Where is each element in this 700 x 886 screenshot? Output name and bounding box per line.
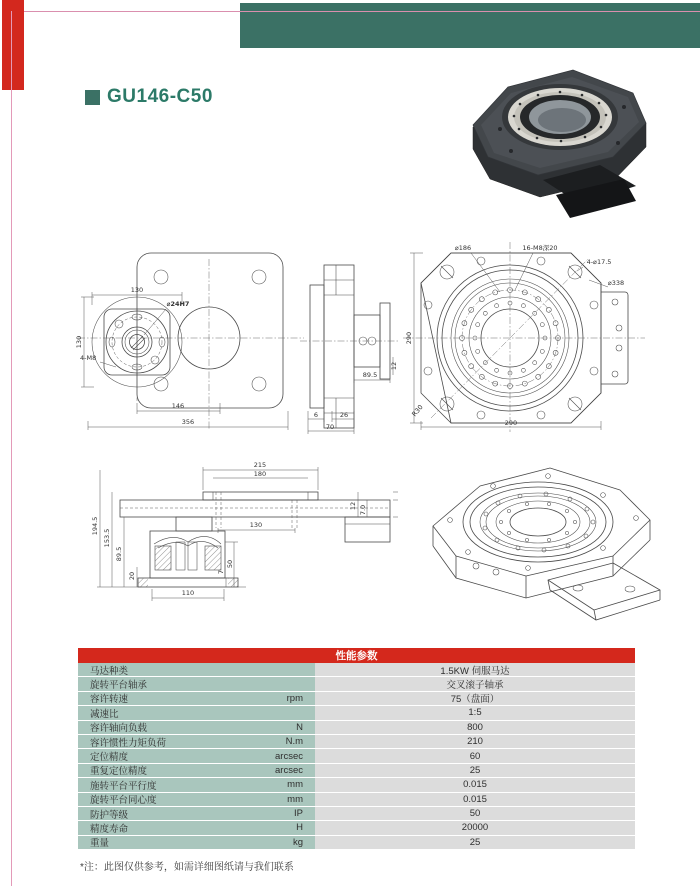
row-label: 减速比	[90, 708, 119, 720]
dim-overall: 356	[181, 418, 195, 426]
table-row	[78, 793, 635, 807]
table-row	[78, 764, 635, 778]
table-row	[78, 663, 635, 677]
dim-height: 290	[405, 331, 413, 345]
table-row	[78, 821, 635, 835]
dim-top-width: 215	[253, 461, 267, 469]
row-unit: N.m	[285, 736, 303, 748]
dim-width: 290	[504, 419, 518, 427]
dim-total-height: 194.5	[91, 516, 99, 536]
row-label: 防护等级	[90, 809, 129, 821]
row-value: 60	[315, 749, 635, 762]
table-row	[78, 706, 635, 720]
table-row	[78, 836, 635, 850]
table-title: 性能参数	[78, 648, 635, 663]
dim-rim-thickness: 12	[349, 501, 357, 511]
row-label: 马达种类	[90, 665, 129, 677]
table-row	[78, 721, 635, 735]
dim-motor-width: 110	[181, 589, 195, 597]
row-value: 交叉滚子轴承	[315, 677, 635, 690]
row-label: 容许惯性力矩负荷	[90, 737, 167, 749]
row-label: 精度寿命	[90, 824, 129, 835]
dim-radius: R30	[410, 403, 425, 419]
row-unit: IP	[294, 808, 303, 820]
dim-motor-diameter: 50	[226, 559, 234, 569]
top-view-drawing	[403, 240, 683, 435]
row-value: 1.5KW 伺服马达	[315, 663, 635, 676]
row-unit: kg	[292, 836, 303, 848]
product-photo	[448, 55, 653, 205]
table-row	[78, 749, 635, 763]
section-view-drawing	[88, 458, 403, 628]
row-label: 旋转平台轴承	[90, 680, 148, 692]
table-row	[78, 677, 635, 691]
pink-horizontal-rule	[24, 11, 700, 12]
row-unit: H	[296, 822, 303, 834]
table-row	[78, 735, 635, 749]
row-value: 210	[315, 735, 635, 748]
dim-step: 6	[313, 411, 319, 419]
row-value: 50	[315, 807, 635, 820]
pink-vertical-rule	[11, 11, 12, 886]
dim-diagonal: ⌀338	[607, 279, 625, 287]
dim-depth: 70	[325, 423, 335, 431]
dim-mid-height: 153.5	[103, 528, 111, 548]
row-value: 0.015	[315, 778, 635, 791]
dim-hub: 26	[339, 411, 349, 419]
dim-rim-width: 180	[253, 470, 267, 478]
row-value: 1:5	[315, 706, 635, 719]
red-accent-bar	[2, 0, 24, 90]
dim-cap-thickness: 12	[390, 361, 398, 371]
dim-base-thickness: 7	[217, 569, 225, 575]
side-view-drawing	[300, 253, 400, 443]
row-unit: N	[296, 721, 303, 733]
dim-bolt-span: 130	[249, 521, 263, 529]
dim-bore-note: ⌀24H7	[166, 300, 190, 308]
row-value: 800	[315, 721, 635, 734]
title-square-icon	[85, 90, 100, 105]
row-value: 75（盘面）	[315, 692, 635, 705]
dim-plate-thickness: 7.0	[359, 504, 367, 516]
row-label: 容许转速	[90, 694, 129, 706]
dim-base-step: 20	[128, 571, 136, 581]
table-row	[78, 778, 635, 792]
row-unit: mm	[287, 793, 303, 805]
dim-flange-height: 130	[75, 335, 83, 349]
spec-table	[78, 648, 635, 850]
dim-motor-length: 89.5	[362, 371, 378, 379]
page-title	[85, 86, 213, 108]
teal-header-bar	[240, 3, 700, 48]
table-row	[78, 692, 635, 706]
dim-bolt-note: 4-M8	[80, 354, 97, 362]
model-number: GU146-C50	[107, 86, 213, 107]
dim-bolt-note: 16-M8深20	[522, 244, 558, 252]
dim-flange-width: 130	[130, 286, 144, 294]
row-unit: mm	[287, 779, 303, 791]
table-row	[78, 807, 635, 821]
row-label: 施转平台平行度	[90, 780, 157, 792]
row-value: 25	[315, 836, 635, 849]
dim-offset: 146	[171, 402, 185, 410]
row-label: 旋转平台同心度	[90, 795, 157, 807]
row-unit: rpm	[286, 692, 303, 704]
row-unit: arcsec	[275, 750, 303, 762]
dim-motor-height: 89.5	[115, 546, 123, 562]
row-value: 0.015	[315, 793, 635, 806]
row-value: 25	[315, 764, 635, 777]
row-unit: arcsec	[275, 764, 303, 776]
row-label: 重复定位精度	[90, 766, 148, 778]
dim-corner-holes: 4-⌀17.5	[586, 258, 612, 266]
footer-note: *注：此图仅供参考，如需详细图纸请与我们联系	[80, 862, 294, 873]
dim-bolt-circle: ⌀186	[454, 244, 472, 252]
row-label: 重量	[90, 838, 110, 850]
front-view-drawing	[75, 243, 306, 438]
isometric-drawing	[398, 448, 683, 638]
row-label: 定位精度	[90, 752, 129, 764]
row-value: 20000	[315, 821, 635, 834]
row-label: 容许轴向负载	[90, 723, 148, 735]
